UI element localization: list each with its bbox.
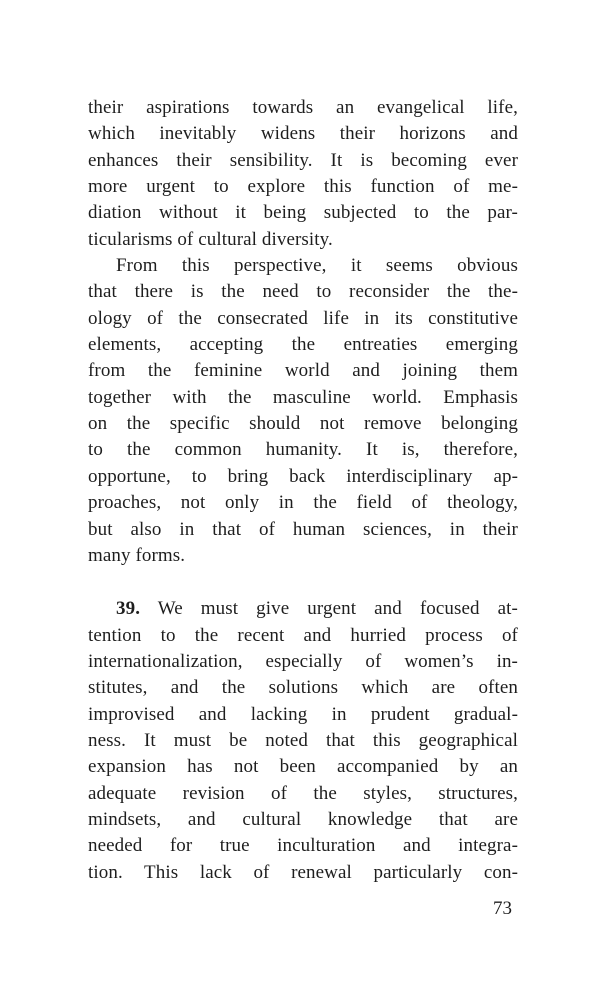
text-line: on the specific should not remove belonging — [88, 413, 518, 435]
text-line: more urgent to explore this function of me- — [88, 176, 518, 198]
paragraph — [88, 253, 518, 569]
text-line: but also in that of human sciences, in their — [88, 518, 518, 540]
text-line: adequate revision of the styles, structures, — [88, 782, 518, 804]
text-line: together with the masculine world. Emphasis — [88, 386, 518, 408]
paragraph — [88, 95, 518, 253]
text-line: needed for true inculturation and integra- — [88, 835, 518, 857]
text-block — [88, 95, 518, 886]
text-line: stitutes, and the solutions which are often — [88, 677, 518, 699]
text-line: their aspirations towards an evangelical life, — [88, 97, 518, 118]
text-line: from the feminine world and joining them — [88, 360, 518, 382]
text-line: ness. It must be noted that this geographical — [88, 729, 518, 751]
text-line: tention to the recent and hurried process of — [88, 624, 518, 646]
text-line: to the common humanity. It is, therefore, — [88, 439, 518, 461]
text-line: 39. We must give urgent and focused at- — [116, 598, 518, 620]
text-line: diation without it being subjected to the par- — [88, 202, 518, 224]
text-line: many forms. — [88, 544, 186, 566]
text-line: expansion has not been accompanied by an — [88, 756, 518, 778]
text-line: opportune, to bring back interdisciplinary ap- — [88, 465, 518, 487]
text-line: enhances their sensibility. It is becoming ever — [88, 149, 518, 171]
text-line: tion. This lack of renewal particularly con- — [88, 861, 518, 883]
page-number: 73 — [493, 898, 512, 919]
paragraph — [88, 596, 518, 886]
text-line: From this perspective, it seems obvious — [116, 255, 518, 277]
text-line: proaches, not only in the field of theology, — [88, 492, 518, 514]
text-line: elements, accepting the entreaties emerging — [88, 334, 518, 356]
text-line: ology of the consecrated life in its constitutive — [88, 307, 518, 329]
text-line: internationalization, especially of women’s in- — [88, 650, 518, 672]
text-line: mindsets, and cultural knowledge that are — [88, 808, 518, 830]
text-line: that there is the need to reconsider the the- — [88, 281, 518, 303]
text-line: which inevitably widens their horizons and — [88, 123, 518, 145]
text-line: improvised and lacking in prudent gradual- — [88, 703, 518, 725]
paragraph-number: 39. — [116, 598, 141, 620]
text-line: ticularisms of cultural diversity. — [88, 228, 333, 250]
